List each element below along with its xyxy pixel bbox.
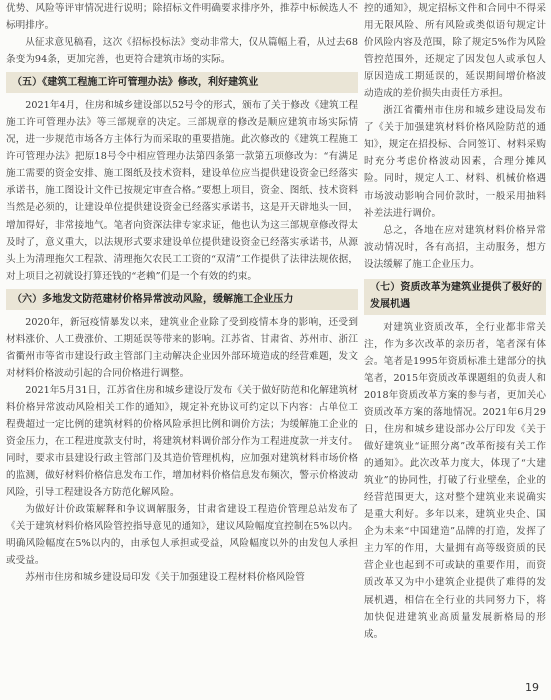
section-heading-5: （五）《建筑工程施工许可管理办法》修改，利好建筑业	[6, 72, 358, 93]
paragraph: 从征求意见稿看，这次《招标投标法》变动非常大，仅从篇幅上看，从过去68条变为94条，更加完善，也更符合建筑市场的实际。	[6, 37, 358, 66]
paragraph: 2020年，新冠疫情暴发以来，建筑业企业除了受到疫情本身的影响，还受到材料涨价、人工费涨价、工期延误等带来的影响。江苏省、甘肃省、苏州市、浙江省衢州市等省市建设行政主管部门主动解决企业因外部环境造成的经营难题，发文对材料价格波动引起的合同价格进行调整。	[6, 316, 358, 379]
section-heading-7: （七）资质改革为建筑业提供了极好的发展机遇	[364, 279, 546, 315]
paragraph: 2021年5月31日，江苏省住房和城乡建设厅发布《关于做好防范和化解建筑材料价格异常波动风险相关工作的通知》，规定补充协议可约定以下内容：占单位工程费超过一定比例的建筑材料的价格风险承担比例和调价方法；为缓解施工企业的资金压力，在工程进度款支付时，将建筑材料调价部分作为工程进度款一并支付。同时，要求市县建设行政主管部门及其造价管理机构，应加强对建筑材料市场价格的监测，做好材料价格信息发布工作，增加材料价格信息发布频次，警示价格波动风险，引导工程建设各方防范化解风险。	[6, 384, 358, 499]
left-column	[6, 0, 358, 586]
section-heading-6: （六）多地发文防范建材价格异常波动风险，缓解施工企业压力	[6, 289, 358, 310]
paragraph: 2021年4月，住房和城乡建设部以52号令的形式，颁布了关于修改《建筑工程施工许可管理办法》等三部规章的决定。三部规章的修改是顺应建筑市场实际情况，进一步规范市场各方主体行为而采取的重要措施。此次修改的《建筑工程施工许可管理办法》把原18号令中相应管理办法第四条第一款第五项修改为：“有满足施工需要的资金安排、施工图纸及技术资料，建设单位应当提供建设资金已经落实承诺书，施工图设计文件已按规定审查合格。”要想上项目，资金、图纸、技术资料当然是必须的，让建设单位提供建设资金已经落实承诺书，这是开天辟地头一回，增加得好，非常接地气。笔者向资深法律专家求证，他也认为这三部规章修改得太及时了，意义重大，以法规形式要求建设单位提供建设资金已经落实承诺书，从源头上为清理拖欠工程款、清理拖欠农民工工资的“双清”工作提供了法律法规依据，对上项目之初就设打算还钱的“老赖”们是一个有效的约束。	[6, 100, 358, 282]
paragraph: 优势、风险等评审情况进行说明；除招标文件明确要求排序外，推荐中标候选人不标明排序。	[6, 3, 358, 32]
paragraph: 控的通知》，规定招标文件和合同中不得采用无限风险、所有风险或类似语句规定计价风险内容及范围，除了规定5%作为风险管控范围外，还规定了因发包人或承包人原因造成工期延误的，延误期间增价格波动造成的差价损失由责任方承担。	[364, 3, 546, 100]
paragraph: 对建筑业资质改革，全行业都非常关注，作为多次改革的亲历者，笔者深有体会。笔者是1995年资质标准土建部分的执笔者，2015年资质改革课题组的负责人和2018年资质改革方案的参与者，更加关心资质改革方案的落地情况。2021年6月29日，住房和城乡建设部办公厅印发《关于做好建筑业“证照分离”改革衔接有关工作的通知》。此次改革力度大，体现了“大建筑业”的协同性，打破了行业壁垒，企业的经营范围更大，这对整个建筑业来说确实是重大利好。多年以来，建筑业央企、国企为未来“中国建造”品牌的打造，发挥了主力军的作用，大量拥有高等级资质的民营企业也起到不可或缺的重要作用，而资质改革又为中小建筑企业提供了难得的发展机遇，相信在全行业的共同努力下，将加快促进建筑业高质量发展新格局的形成。	[364, 321, 546, 640]
page-number: 19	[525, 681, 539, 694]
paragraph: 苏州市住房和城乡建设局印发《关于加强建设工程材料价格风险管	[25, 572, 305, 584]
paragraph: 为做好计价政策解释和争议调解服务，甘肃省建设工程造价管理总站发布了《关于建筑材料价格风险管控指导意见的通知》，建议风险幅度宜控制在5%以内。明确风险幅度在5%以内的，由承包人承担或受益，风险幅度以外的由发包人承担或受益。	[6, 504, 358, 567]
paragraph: 总之，各地在应对建筑材料价格异常波动情况时，各有高招，主动服务，想方设法缓解了施工企业压力。	[364, 224, 546, 270]
right-column	[364, 0, 546, 643]
paragraph: 浙江省衢州市住房和城乡建设局发布了《关于加强建筑材料价格风险防范的通知》，规定在招投标、合同签订、材料采购时充分考虑价格波动因素，合理分摊风险。同时，规定人工、材料、机械价格遇市场波动影响合同价款时，一般采用抽料补差法进行调价。	[364, 105, 546, 219]
